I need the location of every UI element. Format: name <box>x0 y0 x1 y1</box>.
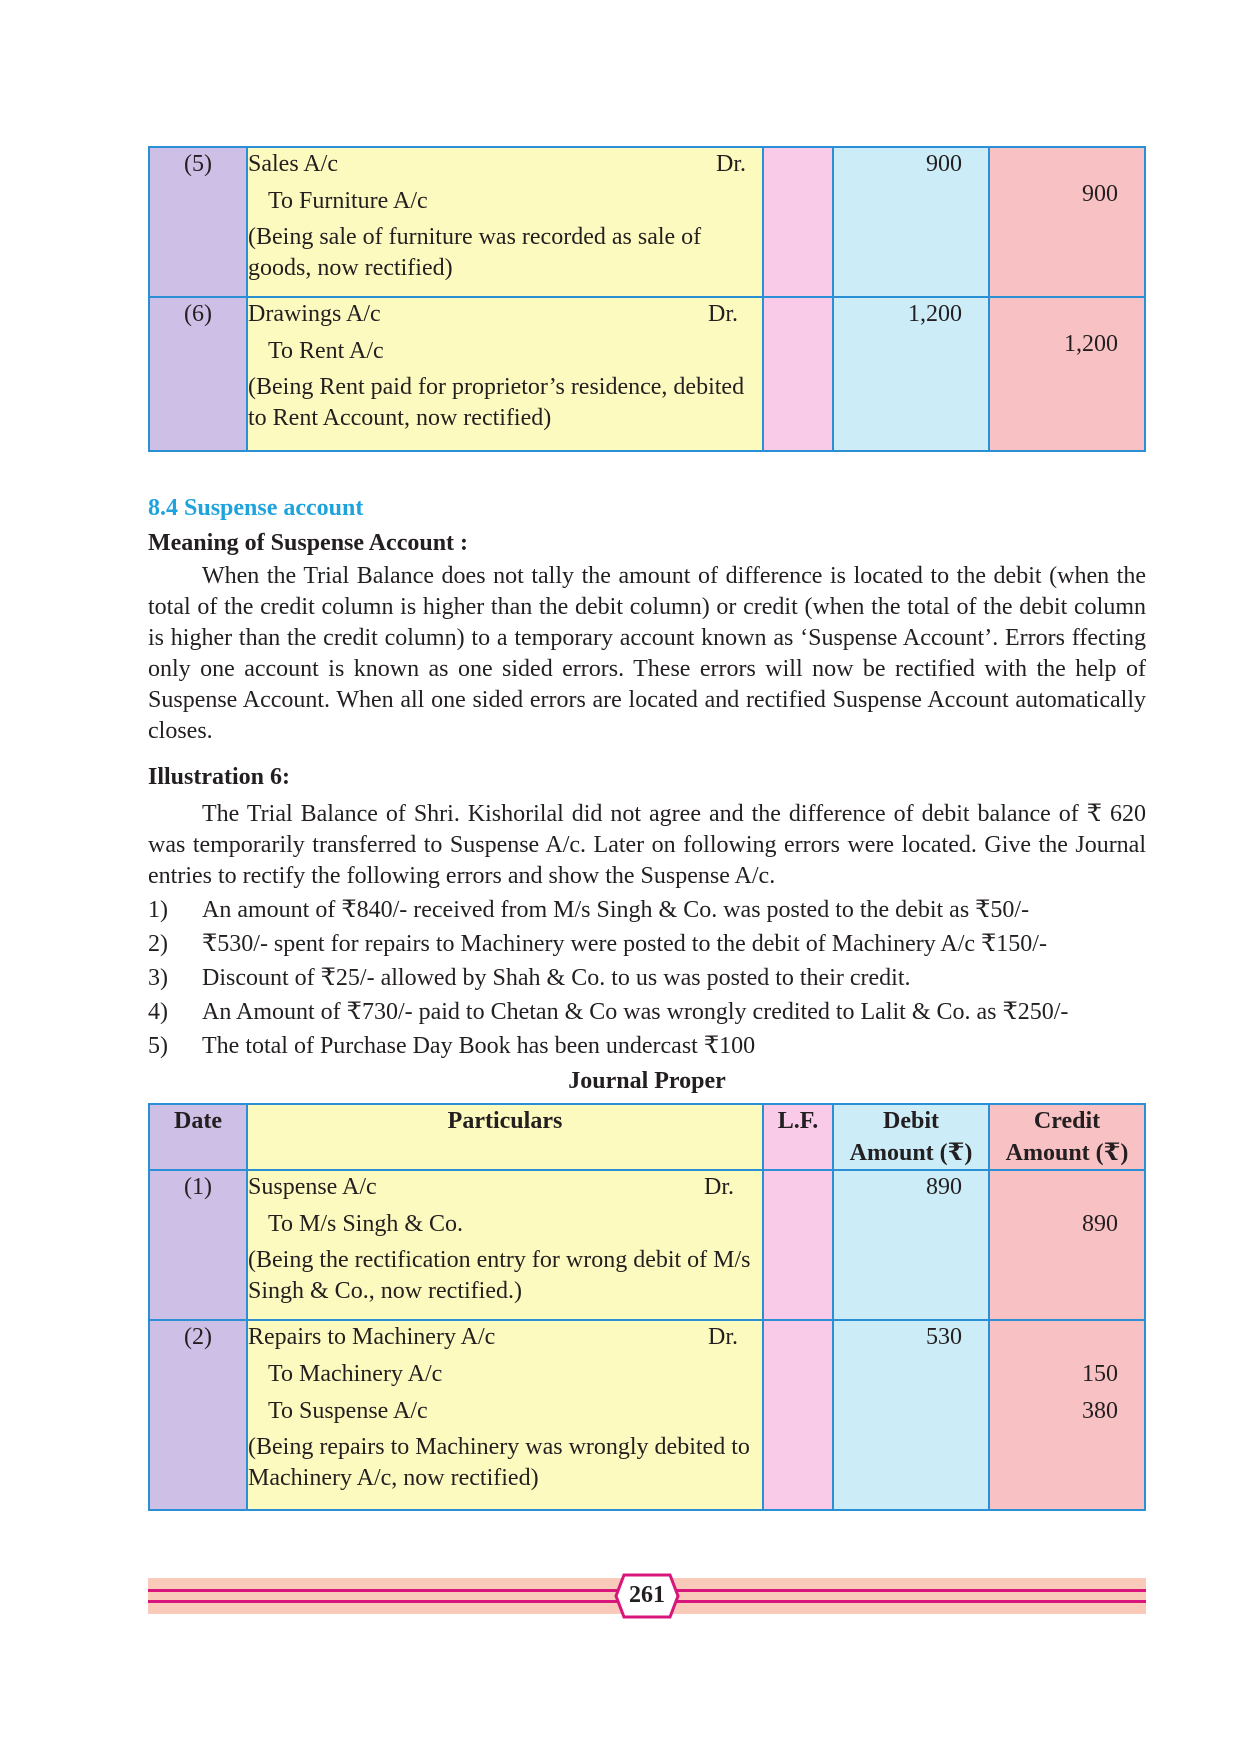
debit-amount-cell <box>833 1170 989 1320</box>
credit-account: To M/s Singh & Co. <box>268 1211 464 1237</box>
particulars-cell <box>247 297 763 451</box>
debit-account: Repairs to Machinery A/c <box>248 1324 496 1350</box>
credit-account: To Suspense A/c <box>268 1398 428 1424</box>
date-cell: (5) <box>149 147 247 297</box>
lf-cell <box>763 1320 833 1510</box>
list-item: 1) An amount of ₹840/- received from M/s Singh & Co. was posted to the debit as ₹50/- <box>148 897 1030 923</box>
narration: (Being sale of furniture was recorded as sale of goods, now rectified) <box>248 224 702 281</box>
date-cell: (6) <box>149 297 247 451</box>
debit-amount: 900 <box>926 151 962 177</box>
lf-cell <box>763 1170 833 1320</box>
debit-account: Suspense A/c <box>248 1174 377 1200</box>
credit-amount-cell <box>989 1320 1145 1510</box>
list-item: 2) ₹530/- spent for repairs to Machinery were posted to the debit of Machinery A/c ₹150/- <box>148 931 1047 957</box>
date-cell: (1) <box>149 1170 247 1320</box>
illustration-heading: Illustration 6: <box>148 764 291 790</box>
debit-amount-cell <box>833 297 989 451</box>
credit-amount-cell <box>989 297 1145 451</box>
lf-cell <box>763 147 833 297</box>
page-footer <box>148 1578 1146 1616</box>
particulars-cell <box>247 147 763 297</box>
error-list <box>148 893 1146 1063</box>
credit-amount: 150 <box>1082 1361 1118 1387</box>
header-particulars: Particulars <box>247 1104 763 1170</box>
list-item: 5) The total of Purchase Day Book has been undercast ₹100 <box>148 1033 756 1059</box>
credit-amount: 890 <box>1082 1211 1118 1237</box>
table-row <box>149 1170 1145 1320</box>
credit-account: To Furniture A/c <box>268 188 428 214</box>
list-item: 3) Discount of ₹25/- allowed by Shah & Co. to us was posted to their credit. <box>148 965 911 991</box>
date-cell: (2) <box>149 1320 247 1510</box>
credit-amount-cell <box>989 1170 1145 1320</box>
header-debit: Debit Amount (₹) <box>833 1104 989 1170</box>
table-row <box>149 147 1145 297</box>
debit-amount: 890 <box>926 1174 962 1200</box>
top-journal-table <box>148 146 1146 452</box>
illustration-paragraph: The Trial Balance of Shri. Kishorilal did not agree and the difference of debit balance of ₹ 620 was temporarily transferred to Suspense A/c. Later on following errors were located. Give the Journal entries to rectify the following errors and show the Suspense A/c. <box>148 801 1146 889</box>
page-content <box>148 146 1146 1511</box>
dr-label: Dr. <box>716 151 746 177</box>
narration: (Being repairs to Machinery was wrongly debited to Machinery A/c, now rectified) <box>248 1434 750 1491</box>
table-header-row <box>149 1104 1145 1170</box>
dr-label: Dr. <box>704 1174 734 1200</box>
credit-account: To Rent A/c <box>268 338 384 364</box>
credit-amount: 900 <box>1082 181 1118 207</box>
dr-label: Dr. <box>708 1324 738 1350</box>
journal-title: Journal Proper <box>568 1068 726 1094</box>
debit-amount-cell <box>833 1320 989 1510</box>
particulars-cell <box>247 1170 763 1320</box>
header-date: Date <box>149 1104 247 1170</box>
journal-proper-table <box>148 1103 1146 1511</box>
header-credit: Credit Amount (₹) <box>989 1104 1145 1170</box>
debit-amount: 530 <box>926 1324 962 1350</box>
dr-label: Dr. <box>708 301 738 327</box>
debit-amount: 1,200 <box>908 301 962 327</box>
credit-amount: 1,200 <box>1064 331 1118 357</box>
meaning-paragraph: When the Trial Balance does not tally the amount of difference is located to the debit (when the total of the credit column is higher than the debit column) or credit (when the total of the debit column is higher than the credit column) to a temporary account known as ‘Suspense Account’. Errors ffecting only one account is known as one sided errors. These errors will now be rectified with the help of Suspense Account. When all one sided errors are located and rectified Suspense Account automatically closes. <box>148 563 1146 744</box>
debit-amount-cell <box>833 147 989 297</box>
narration: (Being Rent paid for proprietor’s residence, debited to Rent Account, now rectified) <box>248 374 745 431</box>
particulars-cell <box>247 1320 763 1510</box>
list-item: 4) An Amount of ₹730/- paid to Chetan & Co was wrongly credited to Lalit & Co. as ₹250/- <box>148 999 1069 1025</box>
debit-account: Drawings A/c <box>248 301 381 327</box>
credit-amount: 380 <box>1082 1398 1118 1424</box>
narration: (Being the rectification entry for wrong debit of M/s Singh & Co., now rectified.) <box>248 1247 751 1304</box>
lf-cell <box>763 297 833 451</box>
header-lf: L.F. <box>763 1104 833 1170</box>
credit-account: To Machinery A/c <box>268 1361 443 1387</box>
section-title: 8.4 Suspense account <box>148 495 364 521</box>
debit-account: Sales A/c <box>248 151 338 177</box>
page-number: 261 <box>629 1582 665 1608</box>
table-row <box>149 297 1145 451</box>
table-row <box>149 1320 1145 1510</box>
meaning-heading: Meaning of Suspense Account : <box>148 530 469 556</box>
credit-amount-cell <box>989 147 1145 297</box>
